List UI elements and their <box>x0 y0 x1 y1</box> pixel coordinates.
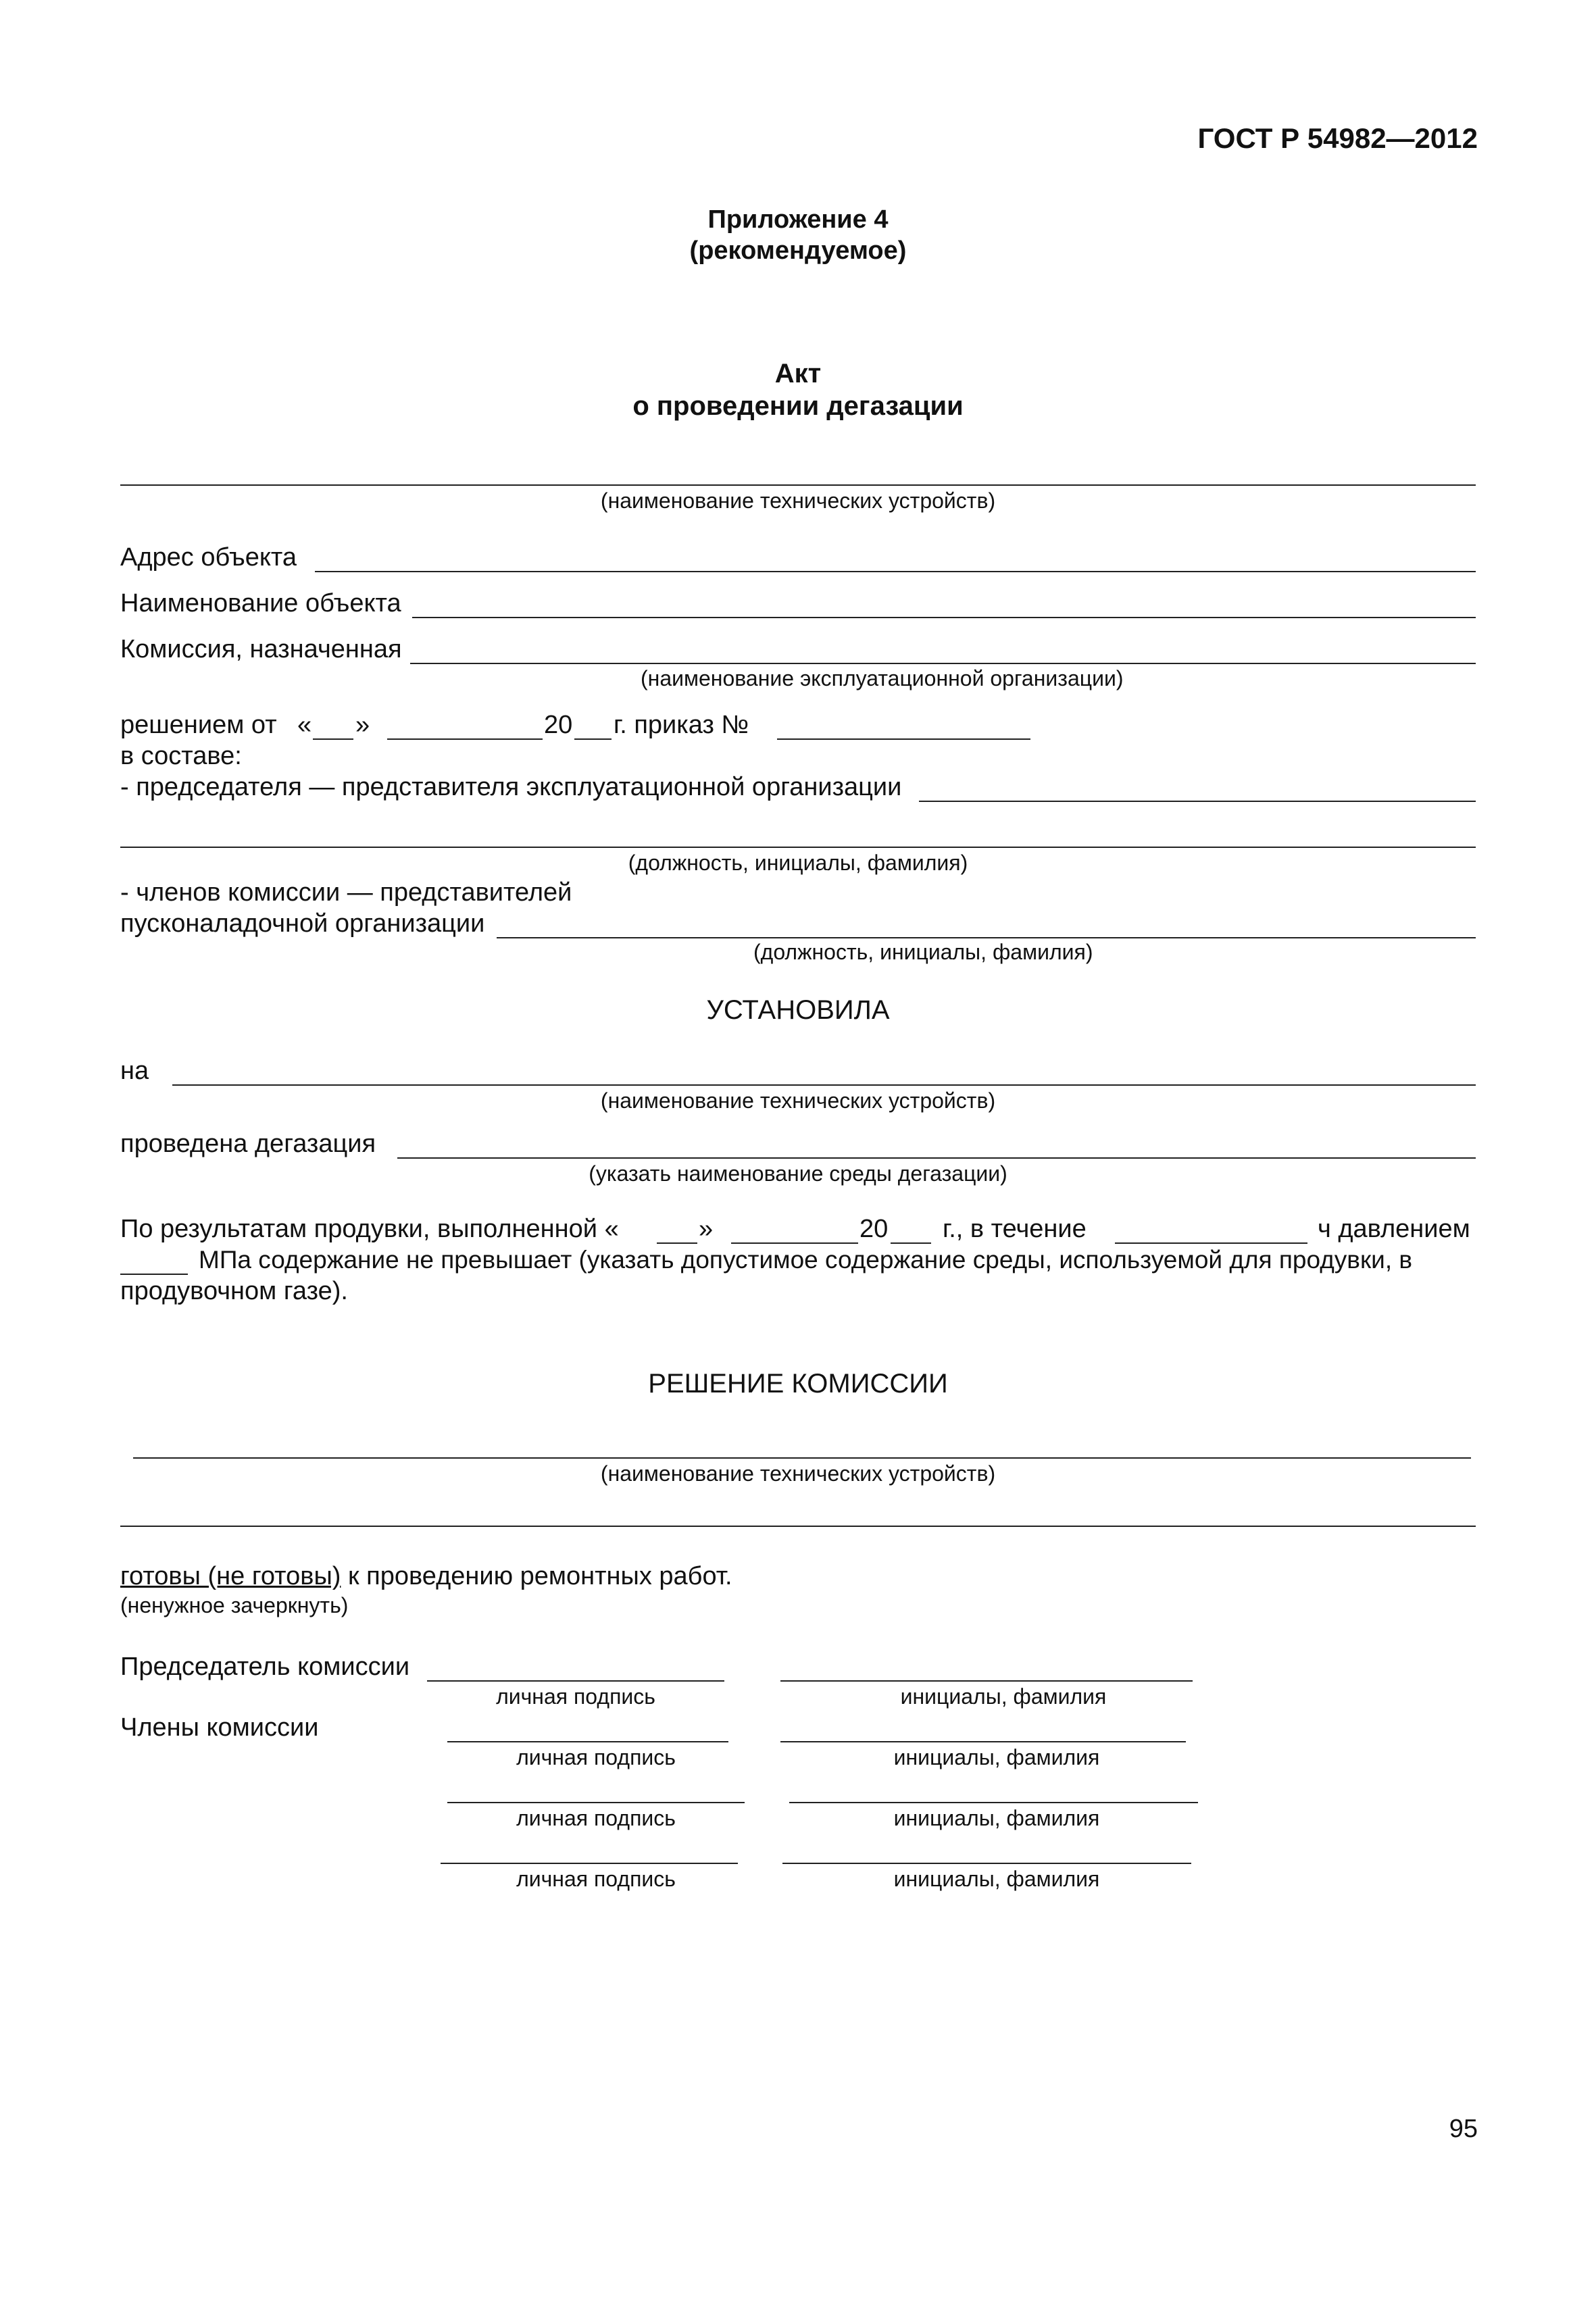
degassing-label: проведена дегазация <box>120 1130 376 1158</box>
composition-label: в составе: <box>120 742 242 770</box>
para-line1-c: 20 <box>859 1215 889 1243</box>
degassing-line <box>397 1157 1476 1159</box>
commission-label: Комиссия, назначенная <box>120 635 402 663</box>
year-prefix: 20 <box>544 711 573 739</box>
degassing-caption: (указать наименование среды дегазации) <box>589 1161 1007 1186</box>
members-label-2: пусконаладочной организации <box>120 909 485 938</box>
chairman-signature-caption: личная подпись <box>496 1684 655 1709</box>
operating-org-caption: (наименование эксплуатационной организации) <box>641 666 1124 690</box>
year-line <box>574 738 612 740</box>
member1-signature-line <box>447 1741 728 1742</box>
standard-number: ГОСТ Р 54982—2012 <box>1197 122 1478 154</box>
document-title: Акт <box>774 359 822 388</box>
established-heading: УСТАНОВИЛА <box>706 995 890 1025</box>
decision-caption: (наименование технических устройств) <box>600 1461 996 1486</box>
para-line1-e: ч давлением <box>1318 1215 1470 1243</box>
document-subtitle: о проведении дегазации <box>632 391 964 421</box>
para-month-line <box>731 1242 858 1244</box>
chairman-line-2 <box>120 847 1476 848</box>
member2-signature-line <box>447 1802 745 1803</box>
object-name-label: Наименование объекта <box>120 589 401 618</box>
object-name-line <box>412 617 1476 618</box>
para-pressure-line <box>120 1274 188 1275</box>
decision-heading: РЕШЕНИЕ КОМИССИИ <box>648 1369 948 1399</box>
para-year-line <box>891 1242 931 1244</box>
members-label-1: - членов комиссии — представителей <box>120 878 572 907</box>
chairman-signature-line <box>427 1680 724 1682</box>
member1-signature-caption: личная подпись <box>516 1745 676 1769</box>
month-line <box>387 738 543 740</box>
chairman-position-caption: (должность, инициалы, фамилия) <box>628 851 968 875</box>
para-line2: МПа содержание не превышает (указать допустимое содержание среды, используемой для продувки, в <box>199 1246 1413 1274</box>
chairman-initials-line <box>780 1680 1193 1682</box>
member3-signature-line <box>441 1863 738 1864</box>
on-caption: (наименование технических устройств) <box>600 1088 996 1113</box>
page-number: 95 <box>1449 2115 1478 2143</box>
member1-initials-line <box>780 1741 1186 1742</box>
on-line <box>172 1084 1476 1086</box>
ready-text <box>120 1561 732 1592</box>
chairman-line <box>919 801 1476 802</box>
para-duration-line <box>1115 1242 1307 1244</box>
decision-from-label: решением от <box>120 711 277 739</box>
chairman-initials-caption: инициалы, фамилия <box>900 1684 1107 1709</box>
decision-line-2 <box>120 1526 1476 1527</box>
chairman-sign-label: Председатель комиссии <box>120 1653 410 1681</box>
members-line <box>497 937 1476 938</box>
address-label: Адрес объекта <box>120 543 297 572</box>
ready-options: готовы (не готовы) <box>120 1562 341 1590</box>
members-sign-label: Члены комиссии <box>120 1713 319 1742</box>
day-line <box>313 738 353 740</box>
tech-devices-caption: (наименование технических устройств) <box>600 488 996 513</box>
strike-note: (ненужное зачеркнуть) <box>120 1593 349 1617</box>
member2-initials-line <box>789 1802 1198 1803</box>
commission-line <box>410 663 1476 664</box>
member2-initials-caption: инициалы, фамилия <box>893 1806 1100 1830</box>
tech-devices-line <box>120 484 1476 486</box>
member3-initials-line <box>782 1863 1191 1864</box>
para-line1-a: По результатам продувки, выполненной « <box>120 1215 619 1243</box>
para-line3: продувочном газе). <box>120 1277 348 1305</box>
ready-rest: к проведению ремонтных работ. <box>341 1562 732 1590</box>
decision-line-1 <box>133 1457 1471 1459</box>
order-label: г. приказ № <box>614 711 749 739</box>
member3-initials-caption: инициалы, фамилия <box>893 1867 1100 1891</box>
on-label: на <box>120 1057 149 1085</box>
chairman-label: - председателя — представителя эксплуатационной организации <box>120 773 902 801</box>
member1-initials-caption: инициалы, фамилия <box>893 1745 1100 1769</box>
member3-signature-caption: личная подпись <box>516 1867 676 1891</box>
members-position-caption: (должность, инициалы, фамилия) <box>753 940 1093 964</box>
para-day-line <box>657 1242 697 1244</box>
order-number-line <box>777 738 1030 740</box>
appendix-label: Приложение 4 <box>707 205 889 234</box>
appendix-note: (рекомендуемое) <box>689 236 907 265</box>
member2-signature-caption: личная подпись <box>516 1806 676 1830</box>
quote-open: « <box>297 711 312 739</box>
address-line <box>315 571 1476 572</box>
para-line1-b: » <box>699 1215 714 1243</box>
quote-close: » <box>355 711 370 739</box>
para-line1-d: г., в течение <box>943 1215 1087 1243</box>
